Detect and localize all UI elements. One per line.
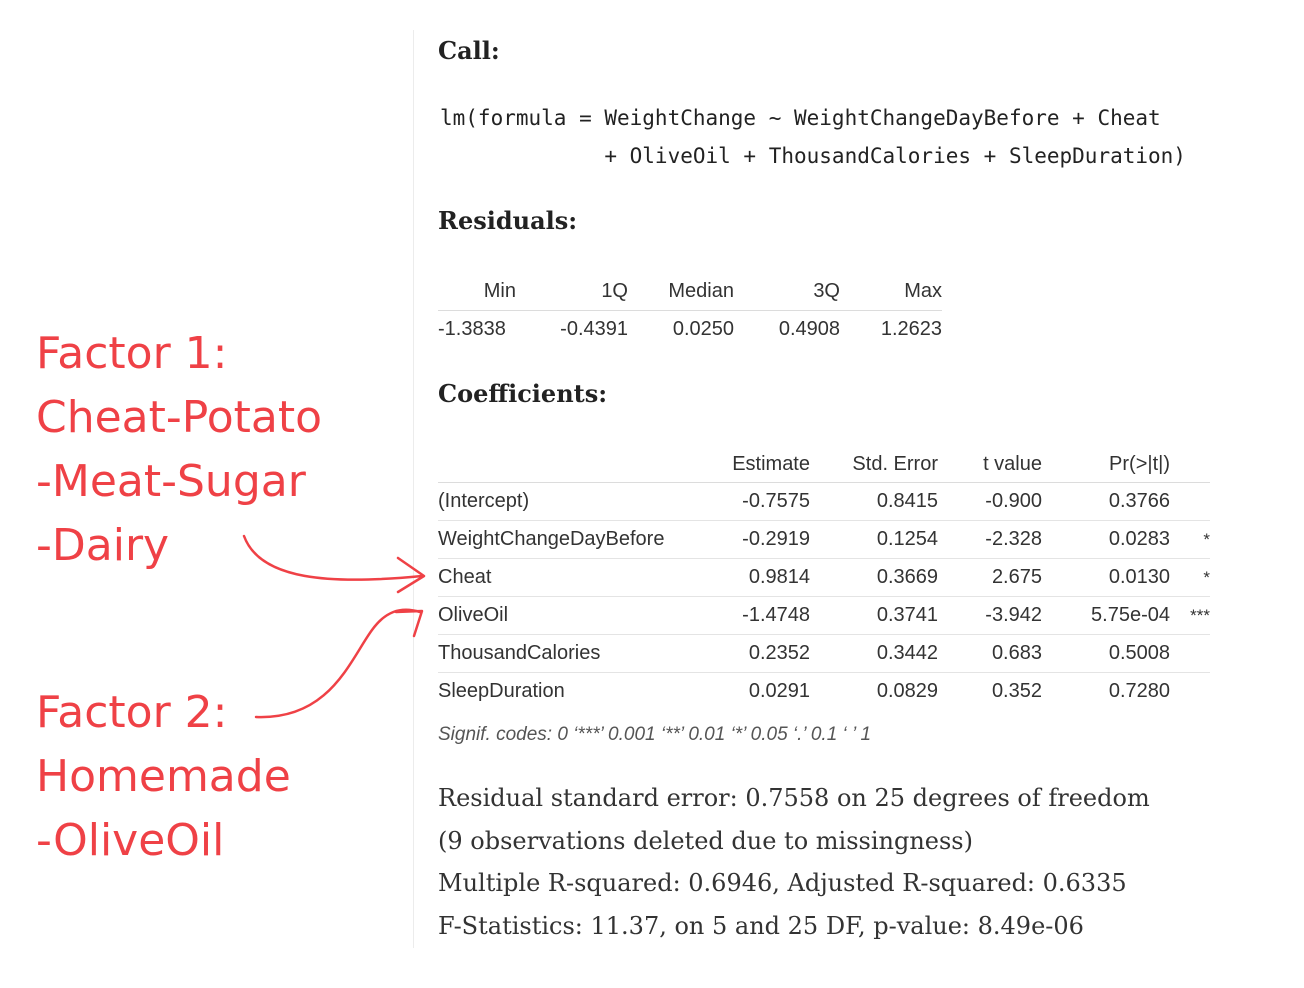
coef-p-value: 0.3766: [1042, 483, 1170, 521]
call-heading: Call:: [438, 36, 500, 65]
table-row: [438, 635, 1210, 673]
coef-term: Cheat: [438, 559, 702, 597]
residuals-header-max: Max: [840, 273, 942, 311]
coef-t-value: -3.942: [938, 597, 1042, 635]
coef-std-error: 0.0829: [876, 680, 938, 702]
coef-std-error: 0.8415: [810, 483, 938, 521]
table-row: [438, 673, 1210, 711]
coef-header-term: [438, 446, 702, 483]
table-row: [438, 597, 1210, 635]
arrowhead-factor2: [396, 611, 422, 636]
coef-header-signif: [1170, 446, 1210, 483]
coef-t-value: -0.900: [938, 483, 1042, 521]
summary-missingness: (9 observations deleted due to missingness): [438, 827, 973, 855]
arrow-factor1-to-cheat: [244, 536, 422, 580]
coef-header-t-value: t value: [938, 446, 1042, 483]
factor2-line: Homemade: [36, 751, 291, 802]
coef-estimate: 0.0291: [748, 680, 810, 702]
coef-t-value: 0.352: [991, 680, 1042, 702]
residuals-value: 0.4908: [778, 318, 840, 340]
factor2-line: Factor 2:: [36, 687, 228, 738]
coef-std-error: 0.3442: [810, 635, 938, 673]
coef-t-value: 2.675: [938, 559, 1042, 597]
coef-header-p-value: Pr(>|t|): [1042, 446, 1170, 483]
summary-r-squared: Multiple R-squared: 0.6946, Adjusted R-squared: 0.6335: [438, 869, 1127, 897]
factor1-line: -Meat-Sugar: [36, 456, 306, 507]
arrow-factor2-to-oliveoil: [256, 610, 420, 717]
coef-signif: [1170, 635, 1210, 673]
summary-f-statistic: F-Statistics: 11.37, on 5 and 25 DF, p-value: 8.49e-06: [438, 912, 1084, 940]
coef-p-value: 0.7280: [1108, 680, 1170, 702]
coef-estimate: -1.4748: [702, 597, 810, 635]
residuals-table: [438, 273, 942, 348]
factor2-line: -OliveOil: [36, 815, 225, 866]
table-row: [438, 521, 1210, 559]
coef-term: SleepDuration: [438, 680, 565, 702]
coef-estimate: -0.7575: [702, 483, 810, 521]
coef-signif: ***: [1170, 597, 1210, 635]
coef-estimate: -0.2919: [702, 521, 810, 559]
coef-p-value: 5.75e-04: [1042, 597, 1170, 635]
residuals-header-1q: 1Q: [516, 273, 628, 311]
residuals-value: 0.0250: [672, 318, 734, 340]
coef-p-value: 0.0130: [1042, 559, 1170, 597]
residuals-header-min: Min: [438, 273, 516, 311]
residuals-header-row: [438, 273, 942, 311]
coefficients-heading: Coefficients:: [438, 379, 608, 408]
call-formula-line1: lm(formula = WeightChange ~ WeightChangeDayBefore + Cheat: [440, 106, 1161, 130]
coefficients-header-row: [438, 446, 1210, 483]
coef-t-value: -2.328: [938, 521, 1042, 559]
coef-t-value: 0.683: [938, 635, 1042, 673]
coef-p-value: 0.5008: [1042, 635, 1170, 673]
residuals-value: -0.4391: [560, 318, 628, 340]
coef-term: (Intercept): [438, 483, 702, 521]
residuals-header-median: Median: [628, 273, 734, 311]
residuals-heading: Residuals:: [438, 206, 578, 235]
table-row: [438, 483, 1210, 521]
coef-term: WeightChangeDayBefore: [438, 521, 702, 559]
signif-codes: Signif. codes: 0 ‘***’ 0.001 ‘**’ 0.01 ‘*’ 0.05 ‘.’ 0.1 ‘ ’ 1: [438, 724, 872, 745]
coef-header-estimate: Estimate: [702, 446, 810, 483]
summary-residual-se: Residual standard error: 0.7558 on 25 degrees of freedom: [438, 784, 1150, 812]
coef-estimate: 0.2352: [702, 635, 810, 673]
factor1-line: -Dairy: [36, 520, 170, 571]
coef-signif: *: [1170, 521, 1210, 559]
factor1-line: Factor 1:: [36, 328, 228, 379]
coef-std-error: 0.1254: [810, 521, 938, 559]
factor1-line: Cheat-Potato: [36, 392, 323, 443]
table-row: [438, 559, 1210, 597]
coefficients-table: [438, 446, 1210, 710]
coef-estimate: 0.9814: [702, 559, 810, 597]
coef-term: ThousandCalories: [438, 635, 702, 673]
coef-signif: *: [1170, 559, 1210, 597]
coef-p-value: 0.0283: [1042, 521, 1170, 559]
coef-header-std-error: Std. Error: [810, 446, 938, 483]
residuals-value-row: [438, 311, 942, 349]
residuals-value: 1.2623: [880, 318, 942, 340]
coef-std-error: 0.3741: [810, 597, 938, 635]
coef-signif: [1170, 673, 1210, 711]
call-formula-line2: + OliveOil + ThousandCalories + SleepDuration): [440, 144, 1186, 168]
coef-std-error: 0.3669: [810, 559, 938, 597]
coef-term: OliveOil: [438, 597, 702, 635]
residuals-value: -1.3838: [438, 318, 506, 340]
coef-signif: [1170, 483, 1210, 521]
residuals-header-3q: 3Q: [734, 273, 840, 311]
